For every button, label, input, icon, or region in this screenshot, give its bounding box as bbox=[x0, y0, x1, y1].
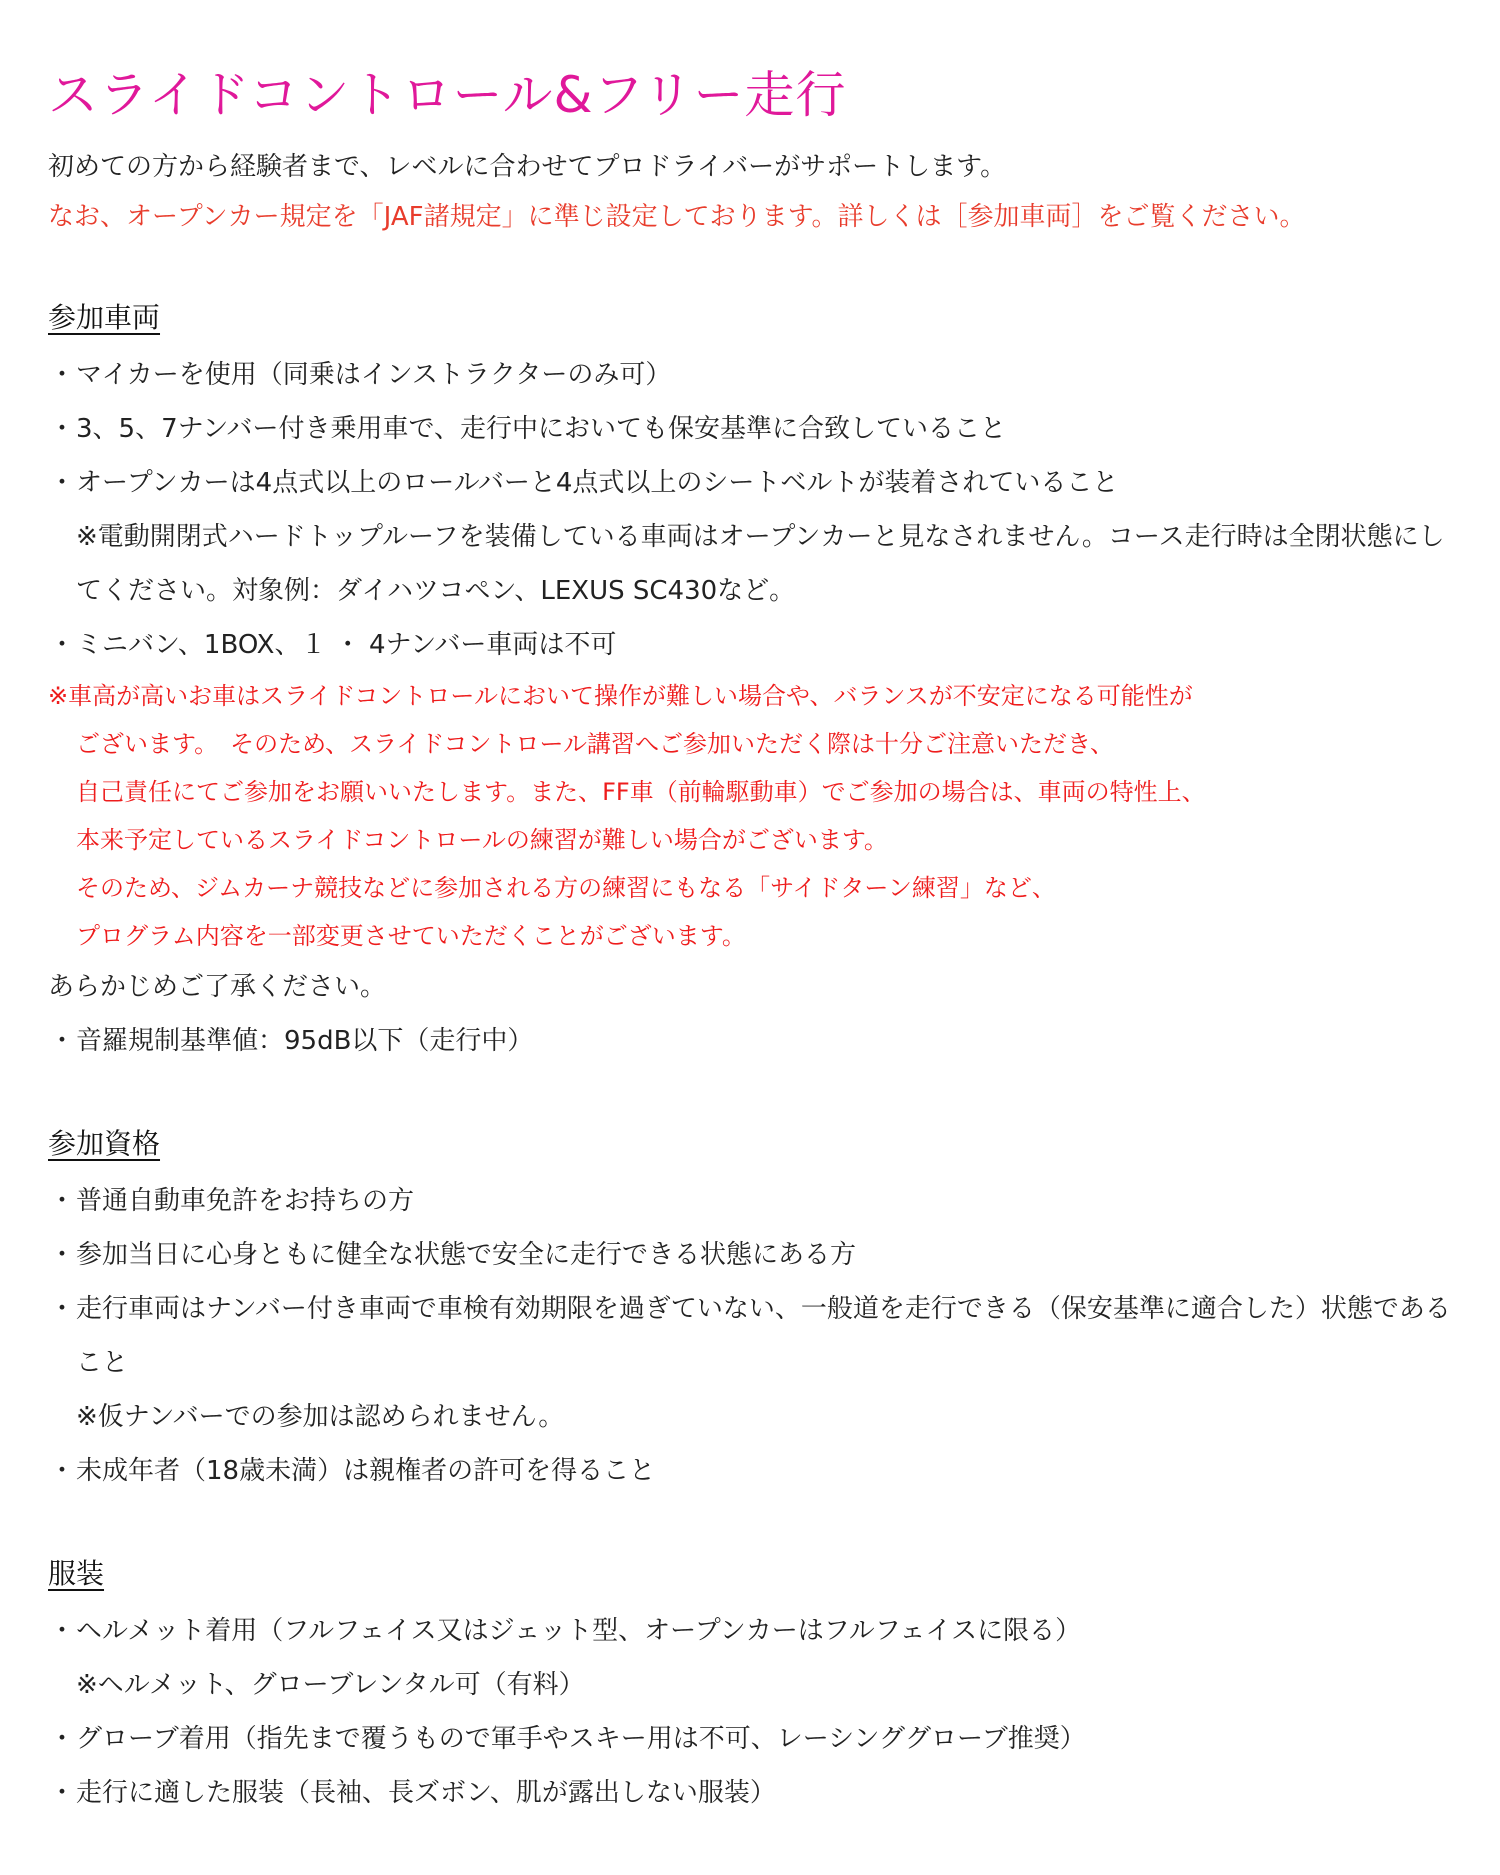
qualification-list bbox=[48, 1174, 1460, 1498]
list-item bbox=[48, 1282, 1460, 1444]
rental-note: ※ヘルメット、グローブレンタル可（有料） bbox=[76, 1670, 585, 1700]
warning-line: そのため、ジムカーナ競技などに参加される方の練習にもなる「サイドターン練習」など、 bbox=[76, 874, 1056, 902]
acknowledge-text: あらかじめご了承ください。 bbox=[48, 972, 387, 1002]
page-title: スライドコントロール&フリー走行 bbox=[48, 66, 847, 124]
intro bbox=[48, 142, 1460, 242]
warning-line: 本来予定しているスライドコントロールの練習が難しい場合がございます。 bbox=[76, 826, 888, 854]
item-text: グローブ着用（指先まで覆うもので軍手やスキー用は不可、レーシンググローブ推奨） bbox=[76, 1724, 1086, 1754]
item-text: マイカーを使用（同乗はインストラクターのみ可） bbox=[76, 360, 672, 390]
item-text: 参加当日に心身ともに健全な状態で安全に走行できる状態にある方 bbox=[76, 1240, 857, 1270]
item-text: ミニバン、1BOX、１ ・ 4ナンバー車両は不可 bbox=[76, 630, 617, 660]
item-text: 未成年者（18歳未満）は親権者の許可を得ること bbox=[76, 1456, 656, 1486]
section-qualification bbox=[48, 1120, 1460, 1498]
warning-line: ございます。 そのため、スライドコントロール講習へご参加いただく際は十分ご注意いただき、 bbox=[76, 730, 1114, 758]
item-text: ヘルメット着用（フルフェイス又はジェット型、オープンカーはフルフェイスに限る） bbox=[76, 1616, 1082, 1646]
vehicle-list bbox=[48, 348, 1460, 672]
item-text: 走行車両はナンバー付き車両で車検有効期限を過ぎていない、一般道を走行できる（保安基準に適合した）状態であること bbox=[76, 1294, 1451, 1378]
temp-plate-note: ※仮ナンバーでの参加は認められません。 bbox=[76, 1402, 565, 1432]
list-item bbox=[48, 618, 1460, 672]
bullet: ・ bbox=[48, 1616, 75, 1646]
list-item bbox=[48, 1174, 1460, 1228]
list-item bbox=[48, 402, 1460, 456]
noise-list bbox=[48, 1014, 1460, 1068]
item-text: 音羅規制基準値：95dB以下（走行中） bbox=[76, 1026, 534, 1056]
bullet: ・ bbox=[48, 1724, 75, 1754]
item-text: 3、5、7ナンバー付き乗用車で、走行中においても保安基準に合致していること bbox=[76, 414, 1006, 444]
warning-line: プログラム内容を一部変更させていただくことがございます。 bbox=[76, 922, 746, 950]
bullet: ・ bbox=[48, 414, 75, 444]
list-item bbox=[48, 1228, 1460, 1282]
list-item bbox=[48, 456, 1460, 618]
bullet: ・ bbox=[48, 1456, 75, 1486]
bullet: ・ bbox=[48, 360, 75, 390]
section-vehicles bbox=[48, 294, 1460, 1068]
item-text: 走行に適した服装（長袖、長ズボン、肌が露出しない服装） bbox=[76, 1778, 776, 1808]
warning-line: ※車高が高いお車はスライドコントロールにおいて操作が難しい場合や、バランスが不安定になる可能性が bbox=[48, 682, 1193, 710]
item-text: オープンカーは4点式以上のロールバーと4点式以上のシートベルトが装着されていること bbox=[76, 468, 1119, 498]
list-item bbox=[48, 1712, 1460, 1766]
list-item bbox=[48, 1014, 1460, 1068]
list-item bbox=[48, 1444, 1460, 1498]
section-heading-vehicles: 参加車両 bbox=[48, 301, 161, 334]
list-item bbox=[48, 1766, 1460, 1820]
high-vehicle-warning bbox=[48, 672, 1460, 960]
list-item bbox=[48, 348, 1460, 402]
intro-line: 初めての方から経験者まで、レベルに合わせてプロドライバーがサポートします。 bbox=[48, 152, 1007, 182]
intro-notice: なお、オープンカー規定を「JAF諸規定」に準じ設定しております。詳しくは［参加車両］をご覧ください。 bbox=[48, 202, 1306, 232]
bullet: ・ bbox=[48, 630, 75, 660]
list-item bbox=[48, 1604, 1460, 1712]
warning-line: 自己責任にてご参加をお願いいたします。また、FF車（前輪駆動車）でご参加の場合は、車両の特性上、 bbox=[76, 778, 1206, 806]
open-car-note: ※電動開閉式ハードトップルーフを装備している車両はオープンカーと見なされません。コース走行時は全閉状態にしてください。対象例：ダイハツコペン、LEXUS SC430など。 bbox=[76, 522, 1445, 606]
section-heading-qualification: 参加資格 bbox=[48, 1127, 161, 1160]
bullet: ・ bbox=[48, 1294, 75, 1324]
bullet: ・ bbox=[48, 1240, 75, 1270]
item-text: 普通自動車免許をお持ちの方 bbox=[76, 1186, 415, 1216]
bullet: ・ bbox=[48, 1026, 75, 1056]
bullet: ・ bbox=[48, 1186, 75, 1216]
section-heading-clothing: 服装 bbox=[48, 1557, 105, 1590]
bullet: ・ bbox=[48, 468, 75, 498]
bullet: ・ bbox=[48, 1778, 75, 1808]
section-clothing bbox=[48, 1550, 1460, 1820]
clothing-list bbox=[48, 1604, 1460, 1820]
